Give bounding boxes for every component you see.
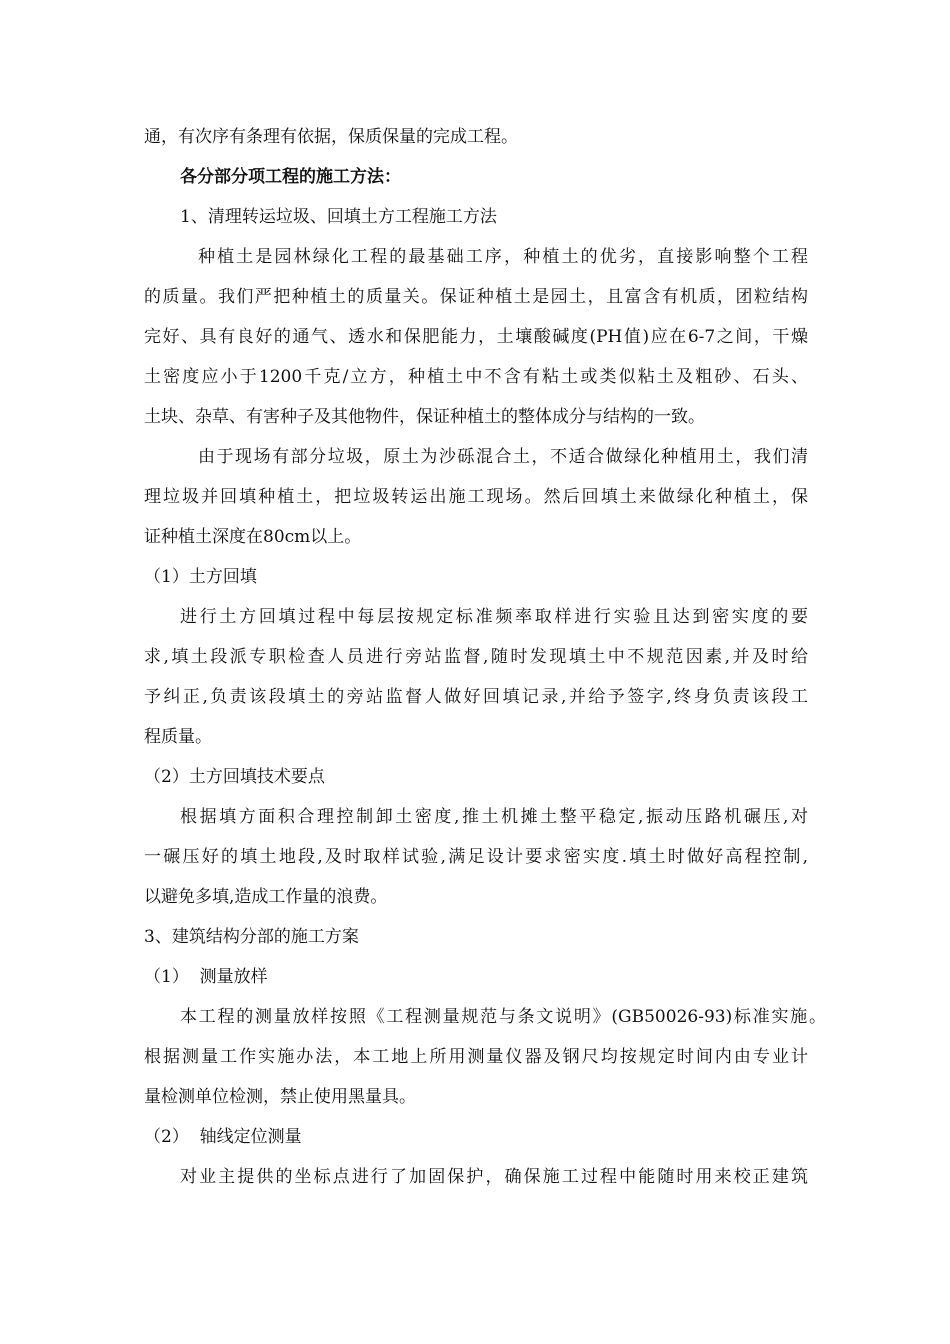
text-line: 理垃圾并回填种植土，把垃圾转运出施工现场。然后回填土来做绿化种植土，保 (144, 487, 808, 507)
text-line: 由于现场有部分垃圾，原土为沙砾混合土，不适合做绿化种植用土，我们清 (198, 447, 808, 467)
text-line: 证种植土深度在80cm以上。 (144, 527, 362, 547)
text-line: 进行土方回填过程中每层按规定标准频率取样进行实验且达到密实度的要 (180, 607, 808, 627)
subsection-heading: 1、清理转运垃圾、回填土方工程施工方法 (180, 207, 497, 227)
text-line: 完好、具有良好的通气、透水和保肥能力，土壤酸碱度(PH值)应在6-7之间，干燥 (144, 327, 808, 347)
subsection-heading: （1） 测量放样 (144, 967, 268, 987)
text-line: 土密度应小于1200千克/立方，种植土中不含有粘土或类似粘土及粗砂、石头、 (144, 367, 808, 387)
subsection-heading: 3、建筑结构分部的施工方案 (144, 927, 359, 947)
text-line: 量检测单位检测，禁止使用黑量具。 (144, 1087, 416, 1107)
subsection-heading: （2）土方回填技术要点 (144, 767, 325, 787)
text-line: 对业主提供的坐标点进行了加固保护，确保施工过程中能随时用来校正建筑 (180, 1167, 808, 1187)
text-line: 一碾压好的填土地段,及时取样试验,满足设计要求密实度.填土时做好高程控制, (144, 847, 808, 867)
text-line: 求,填土段派专职检查人员进行旁站监督,随时发现填土中不规范因素,并及时给 (144, 647, 808, 667)
text-line: 本工程的测量放样按照《工程测量规范与条文说明》(GB50026-93)标准实施。 (180, 1007, 826, 1027)
text-line: 的质量。我们严把种植土的质量关。保证种植土是园土，且富含有机质，团粒结构 (144, 287, 808, 307)
text-line: 以避免多填,造成工作量的浪费。 (144, 887, 388, 907)
text-line: 程质量。 (144, 727, 212, 747)
text-line: 予纠正,负责该段填土的旁站监督人做好回填记录,并给予签字,终身负责该段工 (144, 687, 808, 707)
text-line: 土块、杂草、有害种子及其他物件，保证种植土的整体成分与结构的一致。 (144, 407, 705, 427)
subsection-heading: （2） 轴线定位测量 (144, 1127, 302, 1147)
text-line: 种植土是园林绿化工程的最基础工序，种植土的优劣，直接影响整个工程 (198, 247, 808, 267)
text-line: 根据测量工作实施办法，本工地上所用测量仪器及钢尺均按规定时间内由专业计 (144, 1047, 808, 1067)
section-heading: 各分部分项工程的施工方法： (180, 167, 401, 187)
subsection-heading: （1）土方回填 (144, 567, 257, 587)
text-line: 根据填方面积合理控制卸土密度,推土机摊土整平稳定,振动压路机碾压,对 (180, 807, 808, 827)
text-line: 通，有次序有条理有依据，保质保量的完成工程。 (144, 127, 518, 147)
